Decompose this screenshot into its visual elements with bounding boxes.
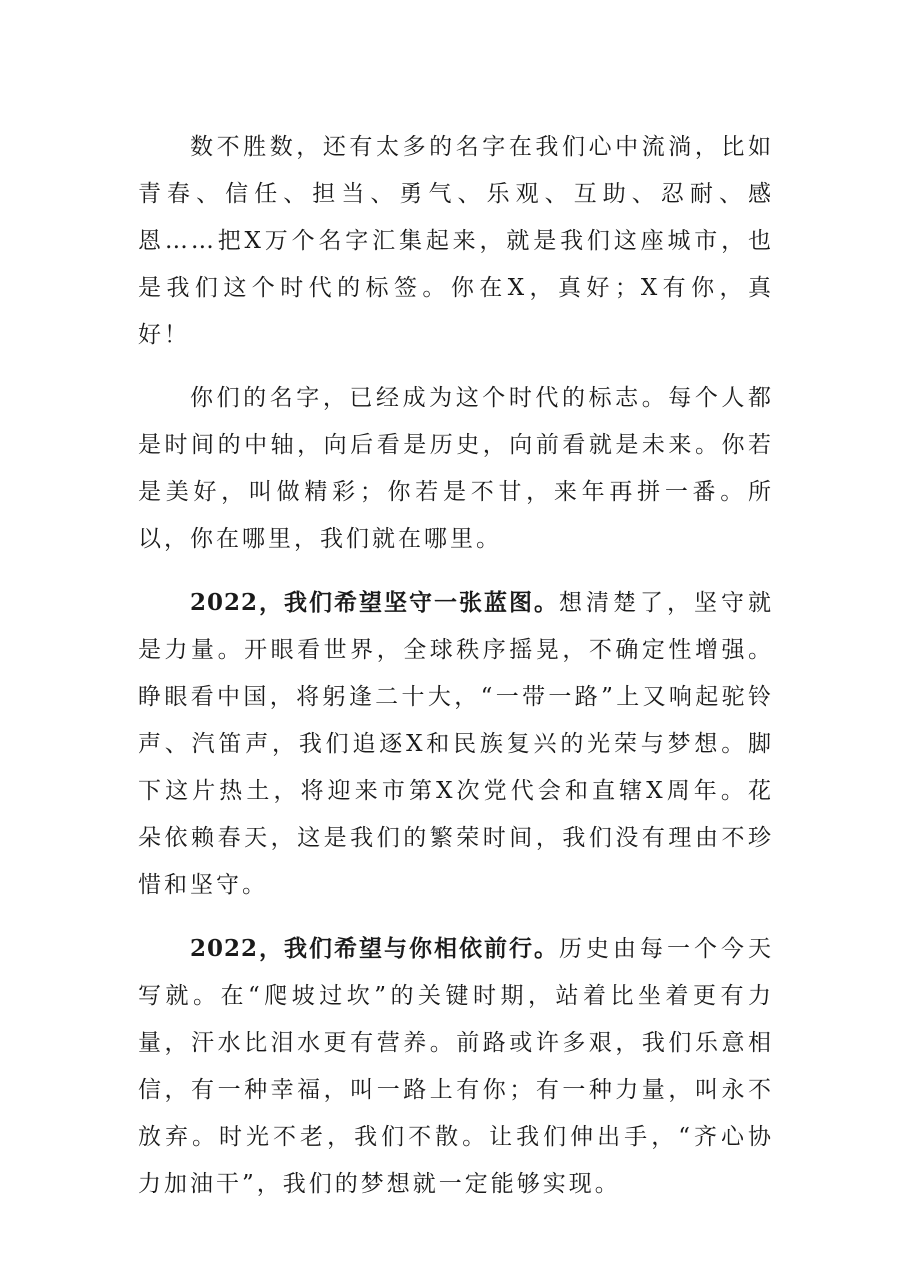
paragraph-names-tags <box>138 124 774 359</box>
paragraph-text: 你们的名字，已经成为这个时代的标志。每个人都是时间的中轴，向后看是历史，向前看就是未来。你若是美好，叫做精彩；你若是不甘，来年再拼一番。所以，你在哪里，我们就在哪里。 <box>138 385 774 552</box>
paragraph-names-era <box>138 375 774 563</box>
paragraph-blueprint <box>138 579 774 909</box>
paragraph-text: 历史由每一个今天写就。在“爬坡过坎”的关键时期，站着比坐着更有力量，汗水比泪水更有营养。前路或许多艰，我们乐意相信，有一种幸福，叫一路上有你；有一种力量，叫永不放弃。时光不老，我们不散。让我们伸出手，“齐心协力加油干”，我们的梦想就一定能够实现。 <box>138 936 775 1197</box>
paragraph-text: 想清楚了，坚守就是力量。开眼看世界，全球秩序摇晃，不确定性增强。睁眼看中国，将躬逢二十大，“一带一路”上又响起驼铃声、汽笛声，我们追逐X和民族复兴的光荣与梦想。脚下这片热土，将迎来市第X次党代会和直辖X周年。花朵依赖春天，这是我们的繁荣时间，我们没有理由不珍惜和坚守。 <box>138 590 775 898</box>
paragraph-lead: 2022，我们希望与你相依前行。 <box>190 935 560 962</box>
paragraph-together <box>138 925 774 1208</box>
document-body <box>138 124 774 1224</box>
paragraph-lead: 2022，我们希望坚守一张蓝图。 <box>190 589 560 616</box>
paragraph-text: 数不胜数，还有太多的名字在我们心中流淌，比如青春、信任、担当、勇气、乐观、互助、忍耐、感恩……把X万个名字汇集起来，就是我们这座城市，也是我们这个时代的标签。你在X，真好；X有你，真好！ <box>138 134 774 348</box>
